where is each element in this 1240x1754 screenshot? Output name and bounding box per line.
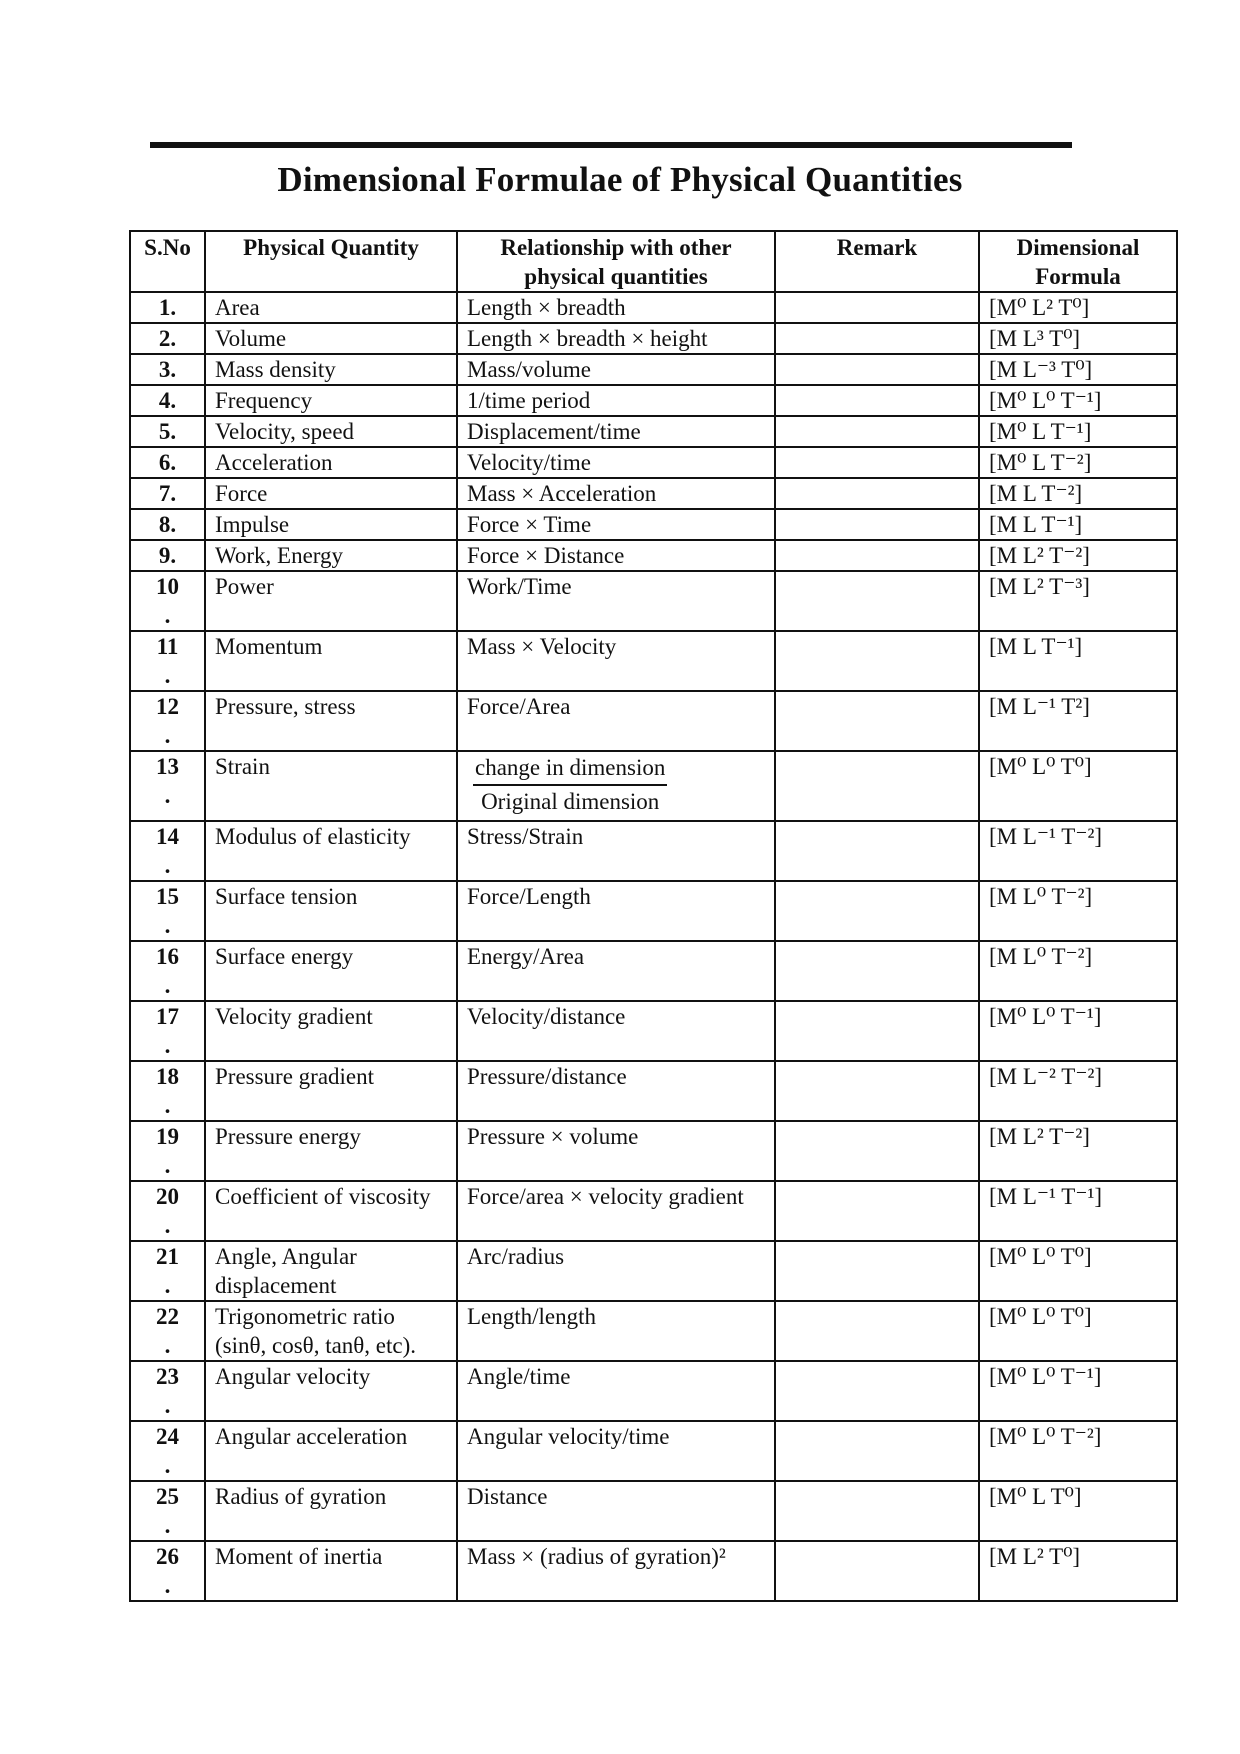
cell-relationship: Energy/Area xyxy=(457,941,775,1001)
table-row xyxy=(130,509,1177,540)
dimensional-formulae-table xyxy=(129,230,1178,1602)
cell-remark xyxy=(775,1301,979,1361)
cell-sno: 17 . xyxy=(130,1001,205,1061)
cell-remark xyxy=(775,1121,979,1181)
cell-dimensional-formula: [M⁰ L T⁻²] xyxy=(979,447,1177,478)
cell-remark xyxy=(775,1421,979,1481)
cell-sno: 16 . xyxy=(130,941,205,1001)
cell-relationship: Force/Area xyxy=(457,691,775,751)
cell-physical-quantity: Impulse xyxy=(205,509,457,540)
table-row xyxy=(130,1481,1177,1541)
table-body xyxy=(130,292,1177,1601)
fraction-numerator: change in dimension xyxy=(473,752,667,786)
cell-relationship: Length/length xyxy=(457,1301,775,1361)
cell-relationship: Mass × Velocity xyxy=(457,631,775,691)
cell-relationship: Force × Distance xyxy=(457,540,775,571)
cell-relationship: Mass × (radius of gyration)² xyxy=(457,1541,775,1601)
table-row xyxy=(130,385,1177,416)
cell-sno: 15 . xyxy=(130,881,205,941)
cell-sno: 14 . xyxy=(130,821,205,881)
header-dimensional-formula: Dimensional Formula xyxy=(979,231,1177,292)
table-row xyxy=(130,540,1177,571)
table-row xyxy=(130,447,1177,478)
cell-dimensional-formula: [M⁰ L⁰ T⁰] xyxy=(979,751,1177,821)
cell-physical-quantity: Pressure energy xyxy=(205,1121,457,1181)
cell-sno: 13 . xyxy=(130,751,205,821)
cell-remark xyxy=(775,1181,979,1241)
cell-relationship: Force/area × velocity gradient xyxy=(457,1181,775,1241)
cell-dimensional-formula: [M L⁻³ T⁰] xyxy=(979,354,1177,385)
table-row xyxy=(130,1121,1177,1181)
table-row xyxy=(130,571,1177,631)
cell-sno: 7. xyxy=(130,478,205,509)
cell-relationship: Force/Length xyxy=(457,881,775,941)
cell-relationship: 1/time period xyxy=(457,385,775,416)
cell-physical-quantity: Velocity, speed xyxy=(205,416,457,447)
table-row xyxy=(130,691,1177,751)
cell-physical-quantity: Power xyxy=(205,571,457,631)
fraction-denominator: Original dimension xyxy=(481,789,660,814)
cell-physical-quantity: Coefficient of viscosity xyxy=(205,1181,457,1241)
cell-remark xyxy=(775,751,979,821)
table-row xyxy=(130,941,1177,1001)
cell-remark xyxy=(775,881,979,941)
cell-physical-quantity: Mass density xyxy=(205,354,457,385)
cell-relationship: Velocity/time xyxy=(457,447,775,478)
cell-remark xyxy=(775,1241,979,1301)
table-row xyxy=(130,354,1177,385)
cell-dimensional-formula: [M L⁻¹ T⁻¹] xyxy=(979,1181,1177,1241)
cell-sno: 22 . xyxy=(130,1301,205,1361)
cell-relationship: Pressure × volume xyxy=(457,1121,775,1181)
cell-remark xyxy=(775,631,979,691)
table-row xyxy=(130,1361,1177,1421)
cell-dimensional-formula: [M L² T⁻³] xyxy=(979,571,1177,631)
cell-relationship: Distance xyxy=(457,1481,775,1541)
cell-dimensional-formula: [M⁰ L⁰ T⁰] xyxy=(979,1241,1177,1301)
cell-sno: 11 . xyxy=(130,631,205,691)
header-remark: Remark xyxy=(775,231,979,292)
cell-dimensional-formula: [M L T⁻¹] xyxy=(979,631,1177,691)
cell-physical-quantity: Modulus of elasticity xyxy=(205,821,457,881)
cell-relationship: Pressure/distance xyxy=(457,1061,775,1121)
cell-relationship: Length × breadth xyxy=(457,292,775,323)
cell-sno: 23 . xyxy=(130,1361,205,1421)
header-relationship: Relationship with other physical quantities xyxy=(457,231,775,292)
cell-physical-quantity: Frequency xyxy=(205,385,457,416)
cell-sno: 9. xyxy=(130,540,205,571)
cell-physical-quantity: Force xyxy=(205,478,457,509)
cell-remark xyxy=(775,385,979,416)
cell-relationship: Mass/volume xyxy=(457,354,775,385)
cell-dimensional-formula: [M⁰ L⁰ T⁰] xyxy=(979,1301,1177,1361)
fraction xyxy=(473,752,667,818)
cell-relationship: Arc/radius xyxy=(457,1241,775,1301)
table-row xyxy=(130,1541,1177,1601)
cell-sno: 25 . xyxy=(130,1481,205,1541)
cell-sno: 3. xyxy=(130,354,205,385)
table-row xyxy=(130,323,1177,354)
cell-physical-quantity: Volume xyxy=(205,323,457,354)
cell-relationship: Force × Time xyxy=(457,509,775,540)
table-row xyxy=(130,631,1177,691)
cell-sno: 5. xyxy=(130,416,205,447)
cell-remark xyxy=(775,540,979,571)
cell-relationship: Displacement/time xyxy=(457,416,775,447)
cell-sno: 18 . xyxy=(130,1061,205,1121)
cell-sno: 24 . xyxy=(130,1421,205,1481)
cell-physical-quantity: Strain xyxy=(205,751,457,821)
cell-remark xyxy=(775,447,979,478)
cell-sno: 4. xyxy=(130,385,205,416)
table-row xyxy=(130,292,1177,323)
cell-remark xyxy=(775,1001,979,1061)
cell-relationship: Work/Time xyxy=(457,571,775,631)
table-row xyxy=(130,1421,1177,1481)
cell-relationship: Angle/time xyxy=(457,1361,775,1421)
cell-remark xyxy=(775,1061,979,1121)
cell-sno: 19 . xyxy=(130,1121,205,1181)
cell-relationship: Mass × Acceleration xyxy=(457,478,775,509)
cell-sno: 1. xyxy=(130,292,205,323)
cell-remark xyxy=(775,691,979,751)
table-row xyxy=(130,1181,1177,1241)
cell-dimensional-formula: [M⁰ L⁰ T⁻¹] xyxy=(979,385,1177,416)
cell-remark xyxy=(775,292,979,323)
cell-dimensional-formula: [M⁰ L T⁰] xyxy=(979,1481,1177,1541)
cell-dimensional-formula: [M L³ T⁰] xyxy=(979,323,1177,354)
cell-remark xyxy=(775,821,979,881)
cell-dimensional-formula: [M L² T⁻²] xyxy=(979,1121,1177,1181)
cell-remark xyxy=(775,1481,979,1541)
cell-sno: 6. xyxy=(130,447,205,478)
cell-remark xyxy=(775,1361,979,1421)
header-sno: S.No xyxy=(130,231,205,292)
cell-dimensional-formula: [M L T⁻²] xyxy=(979,478,1177,509)
table-row xyxy=(130,1061,1177,1121)
cell-sno: 20 . xyxy=(130,1181,205,1241)
cell-dimensional-formula: [M L⁰ T⁻²] xyxy=(979,941,1177,1001)
table-row xyxy=(130,478,1177,509)
cell-remark xyxy=(775,323,979,354)
cell-physical-quantity: Radius of gyration xyxy=(205,1481,457,1541)
table-row xyxy=(130,881,1177,941)
page-title: Dimensional Formulae of Physical Quantities xyxy=(277,160,963,199)
cell-dimensional-formula: [M L⁰ T⁻²] xyxy=(979,881,1177,941)
table-row xyxy=(130,1001,1177,1061)
cell-dimensional-formula: [M L⁻¹ T²] xyxy=(979,691,1177,751)
cell-physical-quantity: Trigonometric ratio (sinθ, cosθ, tanθ, etc). xyxy=(205,1301,457,1361)
cell-dimensional-formula: [M⁰ L⁰ T⁻²] xyxy=(979,1421,1177,1481)
cell-physical-quantity: Moment of inertia xyxy=(205,1541,457,1601)
cell-remark xyxy=(775,478,979,509)
table-row xyxy=(130,416,1177,447)
table-row xyxy=(130,821,1177,881)
cell-physical-quantity: Angular acceleration xyxy=(205,1421,457,1481)
cell-remark xyxy=(775,416,979,447)
cell-physical-quantity: Angle, Angular displacement xyxy=(205,1241,457,1301)
cell-relationship xyxy=(457,751,775,821)
cell-physical-quantity: Work, Energy xyxy=(205,540,457,571)
table-header-row xyxy=(130,231,1177,292)
cell-relationship: Length × breadth × height xyxy=(457,323,775,354)
cell-physical-quantity: Surface energy xyxy=(205,941,457,1001)
cell-sno: 2. xyxy=(130,323,205,354)
cell-remark xyxy=(775,354,979,385)
cell-relationship: Angular velocity/time xyxy=(457,1421,775,1481)
cell-remark xyxy=(775,1541,979,1601)
header-physical-quantity: Physical Quantity xyxy=(205,231,457,292)
cell-physical-quantity: Angular velocity xyxy=(205,1361,457,1421)
cell-dimensional-formula: [M L⁻¹ T⁻²] xyxy=(979,821,1177,881)
cell-remark xyxy=(775,509,979,540)
cell-remark xyxy=(775,571,979,631)
cell-sno: 10 . xyxy=(130,571,205,631)
cell-dimensional-formula: [M L² T⁻²] xyxy=(979,540,1177,571)
cell-physical-quantity: Area xyxy=(205,292,457,323)
cell-sno: 12 . xyxy=(130,691,205,751)
cell-physical-quantity: Acceleration xyxy=(205,447,457,478)
cell-dimensional-formula: [M L T⁻¹] xyxy=(979,509,1177,540)
cell-physical-quantity: Surface tension xyxy=(205,881,457,941)
cell-dimensional-formula: [M L⁻² T⁻²] xyxy=(979,1061,1177,1121)
cell-relationship: Velocity/distance xyxy=(457,1001,775,1061)
table-row xyxy=(130,751,1177,821)
cell-physical-quantity: Pressure gradient xyxy=(205,1061,457,1121)
cell-physical-quantity: Velocity gradient xyxy=(205,1001,457,1061)
cell-dimensional-formula: [M⁰ L⁰ T⁻¹] xyxy=(979,1361,1177,1421)
cell-relationship: Stress/Strain xyxy=(457,821,775,881)
cell-dimensional-formula: [M⁰ L² T⁰] xyxy=(979,292,1177,323)
cell-dimensional-formula: [M⁰ L⁰ T⁻¹] xyxy=(979,1001,1177,1061)
table-row xyxy=(130,1241,1177,1301)
cell-remark xyxy=(775,941,979,1001)
cell-physical-quantity: Momentum xyxy=(205,631,457,691)
cell-sno: 26 . xyxy=(130,1541,205,1601)
cell-dimensional-formula: [M⁰ L T⁻¹] xyxy=(979,416,1177,447)
cell-sno: 8. xyxy=(130,509,205,540)
table-row xyxy=(130,1301,1177,1361)
cell-dimensional-formula: [M L² T⁰] xyxy=(979,1541,1177,1601)
top-rule xyxy=(150,142,1072,148)
cell-physical-quantity: Pressure, stress xyxy=(205,691,457,751)
cell-sno: 21 . xyxy=(130,1241,205,1301)
